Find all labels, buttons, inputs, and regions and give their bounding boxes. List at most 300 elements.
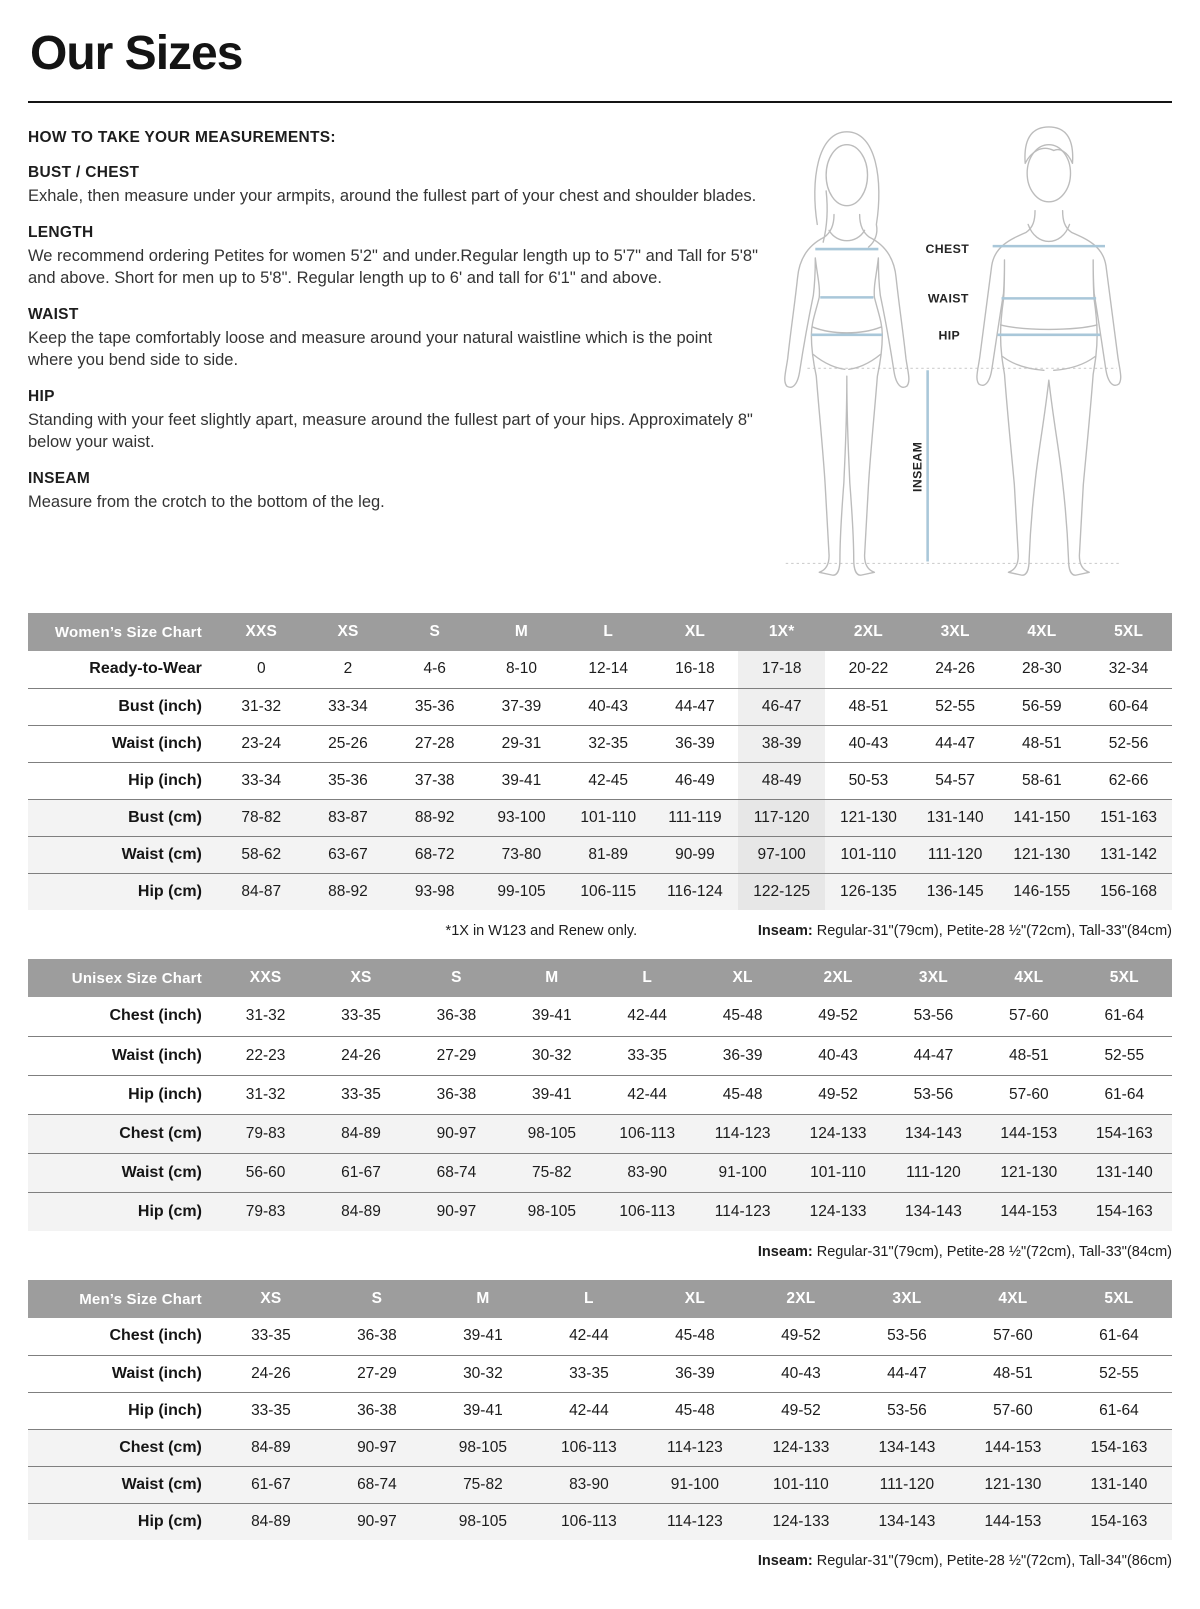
size-cell: 32-34 (1085, 651, 1172, 688)
size-cell: 22-23 (218, 1036, 313, 1075)
column-header: XL (642, 1280, 748, 1318)
size-cell: 31-32 (218, 1075, 313, 1114)
size-cell: 131-140 (1066, 1466, 1172, 1503)
table-title: Women’s Size Chart (28, 613, 218, 651)
size-cell: 93-98 (391, 873, 478, 910)
size-cell: 42-44 (536, 1318, 642, 1355)
size-cell: 23-24 (218, 725, 305, 762)
woman-figure (785, 132, 909, 575)
size-cell: 49-52 (748, 1318, 854, 1355)
row-label: Waist (inch) (28, 1355, 218, 1392)
size-charts (28, 613, 1172, 1572)
size-cell: 91-100 (642, 1466, 748, 1503)
size-cell: 30-32 (430, 1355, 536, 1392)
column-header: 3XL (912, 613, 999, 651)
row-label: Chest (inch) (28, 1318, 218, 1355)
footnote-inseam (758, 923, 1172, 939)
size-cell: 57-60 (981, 997, 1076, 1036)
row-label: Hip (inch) (28, 762, 218, 799)
size-cell: 39-41 (504, 1075, 599, 1114)
size-cell: 111-120 (912, 836, 999, 873)
column-header: S (391, 613, 478, 651)
size-cell: 12-14 (565, 651, 652, 688)
size-cell: 36-38 (324, 1392, 430, 1429)
size-cell: 42-44 (600, 1075, 695, 1114)
size-cell: 40-43 (748, 1355, 854, 1392)
size-cell: 16-18 (652, 651, 739, 688)
man-figure (977, 127, 1121, 575)
row-label: Hip (inch) (28, 1392, 218, 1429)
size-cell: 61-64 (1077, 997, 1172, 1036)
size-cell: 57-60 (960, 1318, 1066, 1355)
row-label: Ready-to-Wear (28, 651, 218, 688)
table-footnote (28, 1244, 1172, 1263)
size-cell: 84-89 (313, 1114, 408, 1153)
size-cell: 121-130 (999, 836, 1086, 873)
size-cell: 4-6 (391, 651, 478, 688)
table-row (28, 651, 1172, 688)
size-cell: 33-35 (218, 1392, 324, 1429)
size-cell: 154-163 (1066, 1429, 1172, 1466)
size-cell: 98-105 (504, 1192, 599, 1231)
column-header: L (600, 959, 695, 997)
table-row (28, 1466, 1172, 1503)
table-row (28, 1392, 1172, 1429)
size-cell: 54-57 (912, 762, 999, 799)
column-header: XXS (218, 613, 305, 651)
size-cell: 141-150 (999, 799, 1086, 836)
size-cell: 42-45 (565, 762, 652, 799)
size-cell: 35-36 (305, 762, 392, 799)
size-cell: 33-35 (313, 1075, 408, 1114)
section-hip-body: Standing with your feet slightly apart, measure around the fullest part of your hips. Approximately 8" below your waist. (28, 411, 753, 451)
size-cell: 52-55 (1066, 1355, 1172, 1392)
row-label: Bust (inch) (28, 688, 218, 725)
body-figures-illustration (768, 121, 1172, 591)
size-cell: 36-39 (642, 1355, 748, 1392)
table-row (28, 799, 1172, 836)
size-cell: 84-89 (313, 1192, 408, 1231)
section-waist (28, 306, 758, 371)
table-row (28, 1355, 1172, 1392)
size-cell: 0 (218, 651, 305, 688)
size-cell: 8-10 (478, 651, 565, 688)
row-label: Hip (cm) (28, 1503, 218, 1540)
section-bust-chest-title: BUST / CHEST (28, 164, 140, 181)
column-header: M (478, 613, 565, 651)
column-header: S (409, 959, 504, 997)
size-cell: 111-120 (886, 1153, 981, 1192)
size-cell: 114-123 (695, 1192, 790, 1231)
size-cell: 111-120 (854, 1466, 960, 1503)
size-cell: 61-67 (218, 1466, 324, 1503)
section-inseam (28, 470, 758, 513)
size-cell: 39-41 (478, 762, 565, 799)
size-cell: 131-140 (1077, 1153, 1172, 1192)
footnote-inseam-text: Regular-31"(79cm), Petite-28 ½"(72cm), Tall-33"(84cm) (812, 923, 1172, 939)
size-cell: 75-82 (430, 1466, 536, 1503)
size-cell: 24-26 (218, 1355, 324, 1392)
page-title: Our Sizes (30, 27, 243, 80)
table-row (28, 873, 1172, 910)
table-title: Men’s Size Chart (28, 1280, 218, 1318)
size-cell: 146-155 (999, 873, 1086, 910)
size-cell: 45-48 (642, 1318, 748, 1355)
row-label: Waist (cm) (28, 1466, 218, 1503)
instructions-heading: HOW TO TAKE YOUR MEASUREMENTS: (28, 129, 336, 146)
size-cell: 42-44 (536, 1392, 642, 1429)
size-cell: 52-55 (1077, 1036, 1172, 1075)
size-cell: 39-41 (430, 1318, 536, 1355)
size-table (28, 613, 1172, 910)
section-hip-title: HIP (28, 388, 55, 406)
size-cell: 60-64 (1085, 688, 1172, 725)
section-bust-chest (28, 164, 758, 207)
column-header: 5XL (1085, 613, 1172, 651)
size-cell: 56-59 (999, 688, 1086, 725)
size-cell: 40-43 (790, 1036, 885, 1075)
row-label: Chest (inch) (28, 997, 218, 1036)
size-cell: 31-32 (218, 997, 313, 1036)
size-cell: 88-92 (305, 873, 392, 910)
table-row (28, 836, 1172, 873)
size-cell: 24-26 (313, 1036, 408, 1075)
size-table (28, 1280, 1172, 1540)
section-inseam-title: INSEAM (28, 470, 91, 488)
size-cell: 117-120 (738, 799, 825, 836)
size-cell: 79-83 (218, 1114, 313, 1153)
size-cell: 121-130 (960, 1466, 1066, 1503)
table-row (28, 997, 1172, 1036)
size-cell: 114-123 (695, 1114, 790, 1153)
table-row (28, 1318, 1172, 1355)
size-cell: 24-26 (912, 651, 999, 688)
size-cell: 106-113 (536, 1429, 642, 1466)
size-cell: 53-56 (854, 1318, 960, 1355)
size-cell: 121-130 (825, 799, 912, 836)
size-cell: 79-83 (218, 1192, 313, 1231)
section-length (28, 224, 758, 289)
size-cell: 42-44 (600, 997, 695, 1036)
size-cell: 101-110 (825, 836, 912, 873)
size-cell: 25-26 (305, 725, 392, 762)
row-label: Waist (inch) (28, 1036, 218, 1075)
size-cell: 156-168 (1085, 873, 1172, 910)
size-cell: 144-153 (960, 1503, 1066, 1540)
row-label: Waist (cm) (28, 1153, 218, 1192)
size-cell: 134-143 (886, 1114, 981, 1153)
size-cell: 90-97 (324, 1503, 430, 1540)
size-cell: 45-48 (695, 1075, 790, 1114)
size-cell: 62-66 (1085, 762, 1172, 799)
size-cell: 44-47 (652, 688, 739, 725)
size-cell: 154-163 (1066, 1503, 1172, 1540)
column-header: L (536, 1280, 642, 1318)
size-cell: 78-82 (218, 799, 305, 836)
table-row (28, 762, 1172, 799)
size-cell: 57-60 (960, 1392, 1066, 1429)
size-cell: 36-39 (652, 725, 739, 762)
size-cell: 49-52 (790, 997, 885, 1036)
size-cell: 88-92 (391, 799, 478, 836)
column-header: 2XL (748, 1280, 854, 1318)
size-cell: 81-89 (565, 836, 652, 873)
size-cell: 122-125 (738, 873, 825, 910)
size-cell: 98-105 (430, 1503, 536, 1540)
top-section (28, 127, 1172, 591)
size-cell: 57-60 (981, 1075, 1076, 1114)
size-cell: 124-133 (790, 1192, 885, 1231)
size-cell: 98-105 (504, 1114, 599, 1153)
size-cell: 53-56 (886, 1075, 981, 1114)
size-cell: 134-143 (886, 1192, 981, 1231)
size-cell: 50-53 (825, 762, 912, 799)
size-cell: 37-38 (391, 762, 478, 799)
size-cell: 83-87 (305, 799, 392, 836)
diagram-hip-label: HIP (938, 328, 961, 343)
column-header: 4XL (981, 959, 1076, 997)
measurement-instructions (28, 127, 768, 514)
column-header: XL (695, 959, 790, 997)
size-cell: 131-140 (912, 799, 999, 836)
size-cell: 90-97 (324, 1429, 430, 1466)
section-hip (28, 388, 758, 453)
column-header: 5XL (1077, 959, 1172, 997)
row-label: Hip (inch) (28, 1075, 218, 1114)
size-cell: 101-110 (790, 1153, 885, 1192)
size-cell: 61-67 (313, 1153, 408, 1192)
size-cell: 33-35 (536, 1355, 642, 1392)
table-row (28, 1153, 1172, 1192)
size-cell: 48-51 (981, 1036, 1076, 1075)
size-cell: 90-97 (409, 1192, 504, 1231)
table-row (28, 688, 1172, 725)
size-cell: 106-113 (536, 1503, 642, 1540)
column-header: M (504, 959, 599, 997)
table-footnote (28, 923, 1172, 942)
size-cell: 144-153 (981, 1114, 1076, 1153)
table-footnote (28, 1553, 1172, 1572)
column-header: 4XL (960, 1280, 1066, 1318)
size-cell: 90-97 (409, 1114, 504, 1153)
size-cell: 73-80 (478, 836, 565, 873)
size-cell: 154-163 (1077, 1192, 1172, 1231)
size-cell: 29-31 (478, 725, 565, 762)
size-cell: 53-56 (854, 1392, 960, 1429)
size-cell: 126-135 (825, 873, 912, 910)
size-cell: 90-99 (652, 836, 739, 873)
size-cell: 114-123 (642, 1503, 748, 1540)
row-label: Hip (cm) (28, 873, 218, 910)
size-cell: 61-64 (1066, 1318, 1172, 1355)
size-cell: 136-145 (912, 873, 999, 910)
size-cell: 33-35 (218, 1318, 324, 1355)
column-header: 3XL (854, 1280, 960, 1318)
size-cell: 101-110 (748, 1466, 854, 1503)
size-cell: 93-100 (478, 799, 565, 836)
column-header: 3XL (886, 959, 981, 997)
size-cell: 61-64 (1077, 1075, 1172, 1114)
section-length-title: LENGTH (28, 224, 94, 242)
womens-size-chart (28, 613, 1172, 942)
size-cell: 124-133 (748, 1503, 854, 1540)
size-cell: 99-105 (478, 873, 565, 910)
size-cell: 27-28 (391, 725, 478, 762)
measurement-diagram (768, 121, 1172, 591)
size-cell: 111-119 (652, 799, 739, 836)
size-cell: 49-52 (748, 1392, 854, 1429)
column-header: 5XL (1066, 1280, 1172, 1318)
size-cell: 106-113 (600, 1114, 695, 1153)
size-cell: 20-22 (825, 651, 912, 688)
size-cell: 114-123 (642, 1429, 748, 1466)
size-cell: 116-124 (652, 873, 739, 910)
column-header: S (324, 1280, 430, 1318)
size-cell: 46-49 (652, 762, 739, 799)
row-label: Waist (cm) (28, 836, 218, 873)
size-cell: 35-36 (391, 688, 478, 725)
footnote-inseam (758, 1244, 1172, 1260)
size-cell: 33-35 (600, 1036, 695, 1075)
section-waist-title: WAIST (28, 306, 79, 324)
size-cell: 134-143 (854, 1429, 960, 1466)
table-row (28, 1075, 1172, 1114)
size-cell: 30-32 (504, 1036, 599, 1075)
table-row (28, 725, 1172, 762)
size-cell: 36-39 (695, 1036, 790, 1075)
footnote-inseam-label: Inseam: (757, 1244, 813, 1260)
size-cell: 83-90 (536, 1466, 642, 1503)
diagram-inseam-label: INSEAM (910, 441, 925, 492)
size-cell: 46-47 (738, 688, 825, 725)
size-cell: 33-35 (313, 997, 408, 1036)
title-divider (28, 101, 1172, 103)
size-cell: 33-34 (305, 688, 392, 725)
size-cell: 53-56 (886, 997, 981, 1036)
size-cell: 44-47 (912, 725, 999, 762)
column-header: 2XL (825, 613, 912, 651)
column-header: 2XL (790, 959, 885, 997)
size-cell: 31-32 (218, 688, 305, 725)
column-header: XS (305, 613, 392, 651)
size-cell: 154-163 (1077, 1114, 1172, 1153)
row-label: Bust (cm) (28, 799, 218, 836)
footnote-inseam (758, 1553, 1172, 1569)
column-header: XXS (218, 959, 313, 997)
size-cell: 48-51 (999, 725, 1086, 762)
size-cell: 49-52 (790, 1075, 885, 1114)
size-cell: 38-39 (738, 725, 825, 762)
diagram-chest-label: CHEST (925, 242, 970, 257)
size-cell: 97-100 (738, 836, 825, 873)
row-label: Waist (inch) (28, 725, 218, 762)
size-cell: 106-115 (565, 873, 652, 910)
size-cell: 56-60 (218, 1153, 313, 1192)
size-cell: 33-34 (218, 762, 305, 799)
table-title: Unisex Size Chart (28, 959, 218, 997)
column-header: L (565, 613, 652, 651)
size-cell: 144-153 (981, 1192, 1076, 1231)
size-cell: 63-67 (305, 836, 392, 873)
mens-size-chart (28, 1280, 1172, 1572)
size-cell: 44-47 (854, 1355, 960, 1392)
size-cell: 36-38 (324, 1318, 430, 1355)
column-header: 4XL (999, 613, 1086, 651)
size-cell: 144-153 (960, 1429, 1066, 1466)
footnote-inseam-text: Regular-31"(79cm), Petite-28 ½"(72cm), Tall-33"(84cm) (812, 1244, 1172, 1260)
size-cell: 27-29 (409, 1036, 504, 1075)
section-waist-body: Keep the tape comfortably loose and measure around your natural waistline which is the point where you bend side to side. (28, 329, 713, 369)
size-cell: 84-87 (218, 873, 305, 910)
size-cell: 83-90 (600, 1153, 695, 1192)
size-cell: 45-48 (695, 997, 790, 1036)
size-cell: 124-133 (748, 1429, 854, 1466)
size-cell: 68-74 (409, 1153, 504, 1192)
size-cell: 37-39 (478, 688, 565, 725)
unisex-size-chart (28, 959, 1172, 1263)
column-header: XS (218, 1280, 324, 1318)
size-cell: 44-47 (886, 1036, 981, 1075)
row-label: Chest (cm) (28, 1114, 218, 1153)
column-header: XL (652, 613, 739, 651)
size-cell: 91-100 (695, 1153, 790, 1192)
table-row (28, 1114, 1172, 1153)
size-table (28, 959, 1172, 1231)
size-cell: 36-38 (409, 1075, 504, 1114)
diagram-waist-label: WAIST (927, 291, 969, 306)
size-cell: 58-61 (999, 762, 1086, 799)
section-bust-chest-body: Exhale, then measure under your armpits, around the fullest part of your chest and shoulder blades. (28, 187, 757, 205)
size-cell: 39-41 (430, 1392, 536, 1429)
footnote-inseam-text: Regular-31"(79cm), Petite-28 ½"(72cm), Tall-34"(86cm) (812, 1553, 1172, 1569)
footnote-inseam-label: Inseam: (757, 923, 813, 939)
size-cell: 27-29 (324, 1355, 430, 1392)
table-row (28, 1429, 1172, 1466)
size-cell: 17-18 (738, 651, 825, 688)
size-cell: 131-142 (1085, 836, 1172, 873)
size-cell: 151-163 (1085, 799, 1172, 836)
size-cell: 84-89 (218, 1429, 324, 1466)
size-cell: 75-82 (504, 1153, 599, 1192)
size-cell: 48-51 (825, 688, 912, 725)
size-cell: 98-105 (430, 1429, 536, 1466)
table-row (28, 1192, 1172, 1231)
size-cell: 48-51 (960, 1355, 1066, 1392)
footnote-1x-note: *1X in W123 and Renew only. (445, 923, 638, 939)
size-cell: 106-113 (600, 1192, 695, 1231)
size-cell: 52-55 (912, 688, 999, 725)
column-header: XS (313, 959, 408, 997)
section-length-body: We recommend ordering Petites for women 5'2" and under.Regular length up to 5'7" and Tall for 5'8" and above. Short for men up to 5'8". Regular length up to 6' and tall for 6'1" and above. (28, 247, 758, 287)
size-cell: 124-133 (790, 1114, 885, 1153)
size-cell: 52-56 (1085, 725, 1172, 762)
size-cell: 40-43 (565, 688, 652, 725)
column-header: M (430, 1280, 536, 1318)
column-header: 1X* (738, 613, 825, 651)
size-cell: 68-74 (324, 1466, 430, 1503)
size-cell: 121-130 (981, 1153, 1076, 1192)
size-cell: 101-110 (565, 799, 652, 836)
section-inseam-body: Measure from the crotch to the bottom of the leg. (28, 493, 385, 512)
table-row (28, 1503, 1172, 1540)
size-cell: 28-30 (999, 651, 1086, 688)
size-cell: 36-38 (409, 997, 504, 1036)
row-label: Chest (cm) (28, 1429, 218, 1466)
size-cell: 39-41 (504, 997, 599, 1036)
size-cell: 2 (305, 651, 392, 688)
size-cell: 40-43 (825, 725, 912, 762)
size-cell: 45-48 (642, 1392, 748, 1429)
